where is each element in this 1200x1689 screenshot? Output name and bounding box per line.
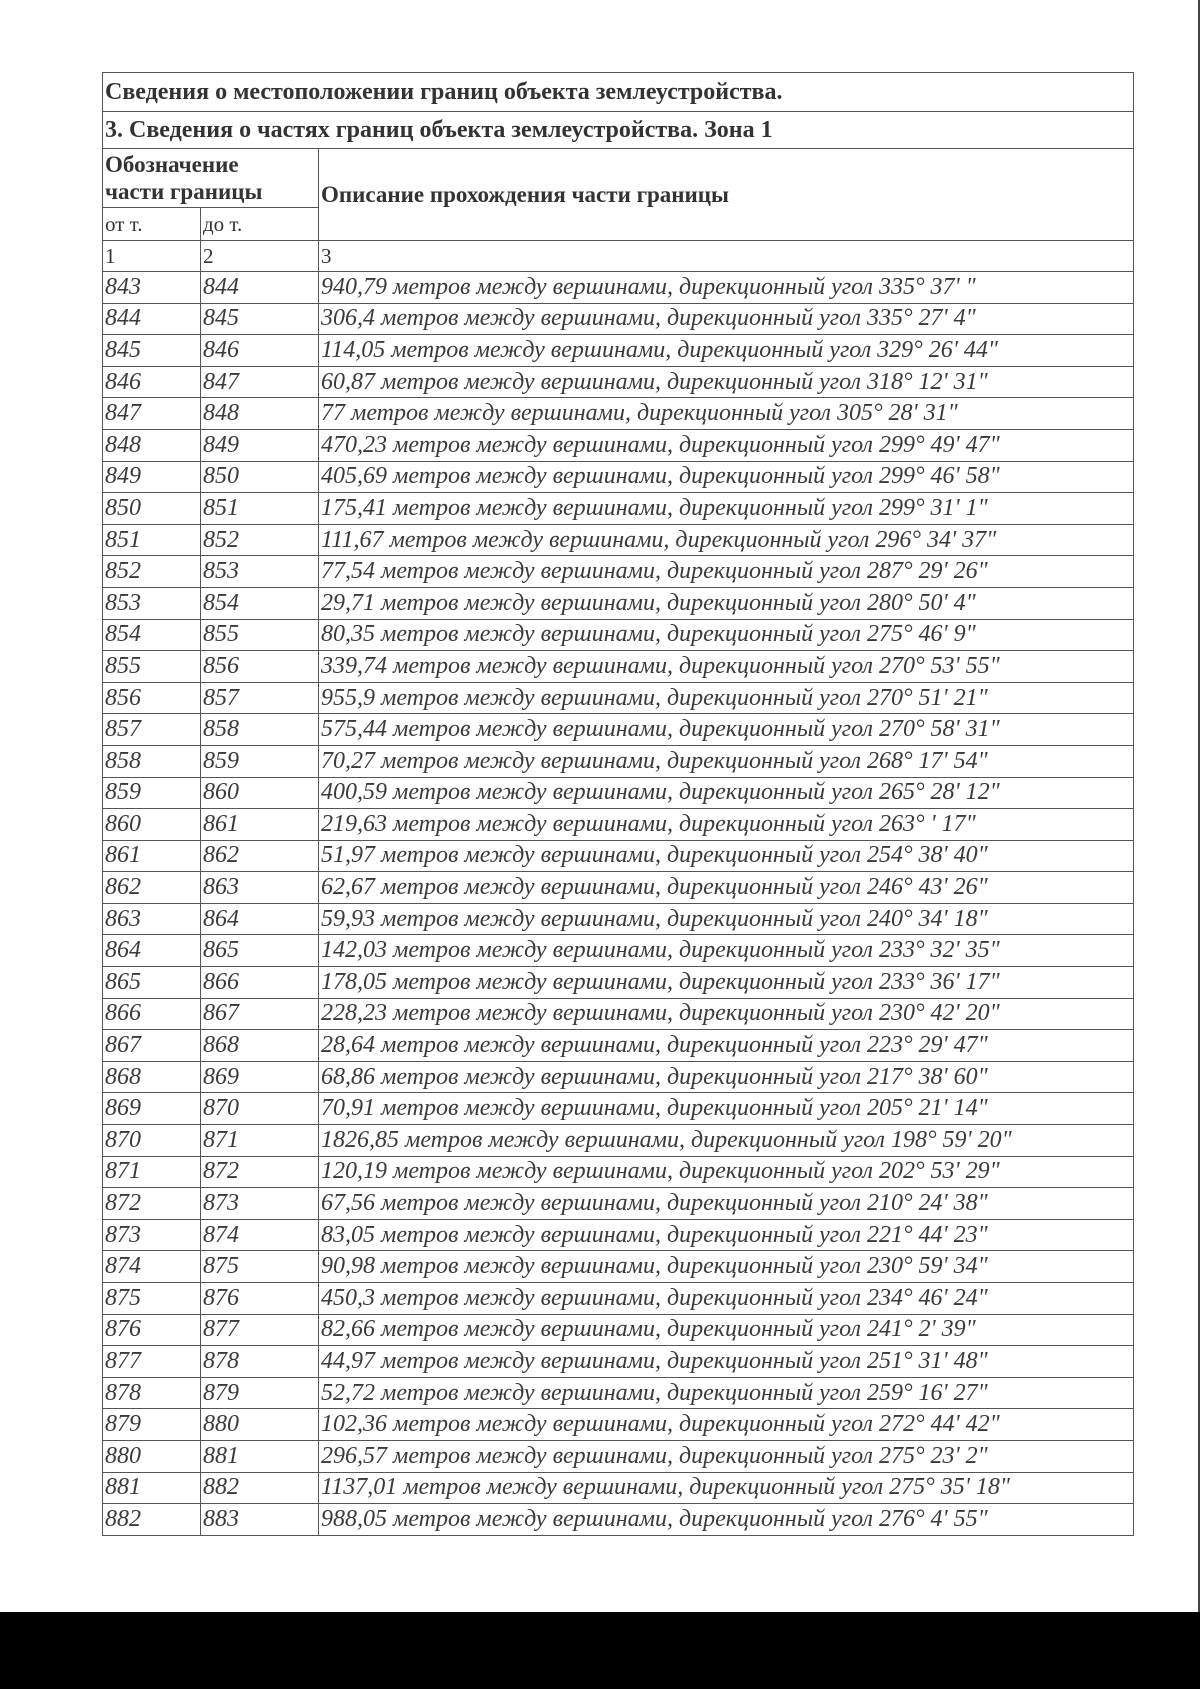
table-row	[103, 429, 1134, 461]
table-row	[103, 872, 1134, 904]
description-cell: 68,86 метров между вершинами, дирекционный угол 217° 38' 60"	[319, 1061, 1134, 1093]
to-point-cell: 871	[201, 1125, 319, 1157]
table-row	[103, 1030, 1134, 1062]
table-row	[103, 1504, 1134, 1536]
table-row	[103, 998, 1134, 1030]
to-point-cell: 860	[201, 777, 319, 809]
description-header: Описание прохождения части границы	[319, 149, 1134, 241]
column-number-1: 1	[103, 241, 201, 272]
to-point-cell: 882	[201, 1472, 319, 1504]
from-point-cell: 871	[103, 1156, 201, 1188]
description-cell: 102,36 метров между вершинами, дирекционный угол 272° 44' 42"	[319, 1409, 1134, 1441]
description-cell: 59,93 метров между вершинами, дирекционный угол 240° 34' 18"	[319, 903, 1134, 935]
table-row	[103, 935, 1134, 967]
from-point-cell: 868	[103, 1061, 201, 1093]
from-point-cell: 847	[103, 398, 201, 430]
description-cell: 67,56 метров между вершинами, дирекционный угол 210° 24' 38"	[319, 1188, 1134, 1220]
description-cell: 450,3 метров между вершинами, дирекционный угол 234° 46' 24"	[319, 1283, 1134, 1315]
designation-header-line1: Обозначение	[105, 152, 239, 177]
description-cell: 400,59 метров между вершинами, дирекционный угол 265° 28' 12"	[319, 777, 1134, 809]
description-cell: 175,41 метров между вершинами, дирекционный угол 299° 31' 1"	[319, 493, 1134, 525]
from-point-cell: 878	[103, 1377, 201, 1409]
from-point-cell: 862	[103, 872, 201, 904]
table-row	[103, 619, 1134, 651]
table-row	[103, 1093, 1134, 1125]
description-cell: 70,27 метров между вершинами, дирекционный угол 268° 17' 54"	[319, 745, 1134, 777]
description-cell: 1826,85 метров между вершинами, дирекционный угол 198° 59' 20"	[319, 1125, 1134, 1157]
from-point-cell: 877	[103, 1346, 201, 1378]
from-point-cell: 872	[103, 1188, 201, 1220]
to-point-cell: 854	[201, 587, 319, 619]
section-title: 3. Сведения о частях границ объекта землеустройства. Зона 1	[103, 112, 1134, 149]
designation-header-line2: части границы	[105, 179, 263, 204]
table-row	[103, 303, 1134, 335]
to-point-cell: 877	[201, 1314, 319, 1346]
from-point-cell: 869	[103, 1093, 201, 1125]
description-cell: 306,4 метров между вершинами, дирекционный угол 335° 27' 4"	[319, 303, 1134, 335]
description-cell: 339,74 метров между вершинами, дирекционный угол 270° 53' 55"	[319, 651, 1134, 683]
from-point-cell: 856	[103, 682, 201, 714]
from-point-cell: 852	[103, 556, 201, 588]
from-point-cell: 865	[103, 967, 201, 999]
description-cell: 142,03 метров между вершинами, дирекционный угол 233° 32' 35"	[319, 935, 1134, 967]
table-row	[103, 272, 1134, 304]
from-point-cell: 857	[103, 714, 201, 746]
to-point-cell: 861	[201, 809, 319, 841]
to-point-cell: 845	[201, 303, 319, 335]
boundary-parts-table	[102, 72, 1134, 1536]
description-cell: 111,67 метров между вершинами, дирекционный угол 296° 34' 37"	[319, 524, 1134, 556]
to-point-cell: 856	[201, 651, 319, 683]
from-point-cell: 846	[103, 366, 201, 398]
to-point-cell: 863	[201, 872, 319, 904]
from-point-cell: 849	[103, 461, 201, 493]
table-row	[103, 967, 1134, 999]
to-point-cell: 844	[201, 272, 319, 304]
to-point-cell: 873	[201, 1188, 319, 1220]
description-cell: 114,05 метров между вершинами, дирекционный угол 329° 26' 44"	[319, 335, 1134, 367]
description-cell: 470,23 метров между вершинами, дирекционный угол 299° 49' 47"	[319, 429, 1134, 461]
table-row	[103, 1219, 1134, 1251]
table-row	[103, 1283, 1134, 1315]
from-point-cell: 867	[103, 1030, 201, 1062]
description-cell: 82,66 метров между вершинами, дирекционный угол 241° 2' 39"	[319, 1314, 1134, 1346]
description-cell: 77 метров между вершинами, дирекционный угол 305° 28' 31"	[319, 398, 1134, 430]
table-row	[103, 1251, 1134, 1283]
description-cell: 44,97 метров между вершинами, дирекционный угол 251° 31' 48"	[319, 1346, 1134, 1378]
to-point-cell: 869	[201, 1061, 319, 1093]
description-cell: 83,05 метров между вершинами, дирекционный угол 221° 44' 23"	[319, 1219, 1134, 1251]
description-cell: 70,91 метров между вершинами, дирекционный угол 205° 21' 14"	[319, 1093, 1134, 1125]
from-point-cell: 866	[103, 998, 201, 1030]
to-point-cell: 857	[201, 682, 319, 714]
table-row	[103, 651, 1134, 683]
from-point-cell: 844	[103, 303, 201, 335]
from-point-cell: 875	[103, 1283, 201, 1315]
table-row	[103, 1377, 1134, 1409]
to-point-cell: 879	[201, 1377, 319, 1409]
description-cell: 62,67 метров между вершинами, дирекционный угол 246° 43' 26"	[319, 872, 1134, 904]
description-cell: 120,19 метров между вершинами, дирекционный угол 202° 53' 29"	[319, 1156, 1134, 1188]
table-row	[103, 682, 1134, 714]
from-point-cell: 882	[103, 1504, 201, 1536]
designation-header	[103, 149, 319, 208]
from-point-cell: 860	[103, 809, 201, 841]
column-number-3: 3	[319, 241, 1134, 272]
scan-bottom-border	[0, 1612, 1200, 1689]
from-point-cell: 880	[103, 1440, 201, 1472]
description-cell: 29,71 метров между вершинами, дирекционный угол 280° 50' 4"	[319, 587, 1134, 619]
from-point-cell: 853	[103, 587, 201, 619]
table-row	[103, 714, 1134, 746]
to-point-cell: 846	[201, 335, 319, 367]
to-point-cell: 878	[201, 1346, 319, 1378]
table-row	[103, 840, 1134, 872]
description-cell: 405,69 метров между вершинами, дирекционный угол 299° 46' 58"	[319, 461, 1134, 493]
from-point-cell: 863	[103, 903, 201, 935]
to-point-cell: 850	[201, 461, 319, 493]
from-point-cell: 881	[103, 1472, 201, 1504]
table-row	[103, 903, 1134, 935]
table-row	[103, 366, 1134, 398]
from-point-cell: 876	[103, 1314, 201, 1346]
to-point-cell: 874	[201, 1219, 319, 1251]
from-point-cell: 854	[103, 619, 201, 651]
to-point-cell: 865	[201, 935, 319, 967]
to-point-cell: 880	[201, 1409, 319, 1441]
to-point-cell: 848	[201, 398, 319, 430]
from-point-cell: 873	[103, 1219, 201, 1251]
to-point-cell: 855	[201, 619, 319, 651]
description-cell: 60,87 метров между вершинами, дирекционный угол 318° 12' 31"	[319, 366, 1134, 398]
table-row	[103, 1409, 1134, 1441]
table-row	[103, 493, 1134, 525]
to-point-cell: 875	[201, 1251, 319, 1283]
table-row	[103, 335, 1134, 367]
to-point-cell: 859	[201, 745, 319, 777]
from-point-cell: 859	[103, 777, 201, 809]
from-point-header: от т.	[103, 208, 201, 241]
table-row	[103, 1472, 1134, 1504]
description-cell: 28,64 метров между вершинами, дирекционный угол 223° 29' 47"	[319, 1030, 1134, 1062]
description-cell: 988,05 метров между вершинами, дирекционный угол 276° 4' 55"	[319, 1504, 1134, 1536]
table-row	[103, 1125, 1134, 1157]
description-cell: 228,23 метров между вершинами, дирекционный угол 230° 42' 20"	[319, 998, 1134, 1030]
from-point-cell: 850	[103, 493, 201, 525]
from-point-cell: 858	[103, 745, 201, 777]
table-row	[103, 461, 1134, 493]
to-point-header: до т.	[201, 208, 319, 241]
table-row	[103, 809, 1134, 841]
table-row	[103, 777, 1134, 809]
to-point-cell: 870	[201, 1093, 319, 1125]
to-point-cell: 852	[201, 524, 319, 556]
from-point-cell: 855	[103, 651, 201, 683]
from-point-cell: 843	[103, 272, 201, 304]
column-number-2: 2	[201, 241, 319, 272]
description-cell: 90,98 метров между вершинами, дирекционный угол 230° 59' 34"	[319, 1251, 1134, 1283]
description-cell: 575,44 метров между вершинами, дирекционный угол 270° 58' 31"	[319, 714, 1134, 746]
to-point-cell: 849	[201, 429, 319, 461]
description-cell: 940,79 метров между вершинами, дирекционный угол 335° 37' "	[319, 272, 1134, 304]
from-point-cell: 874	[103, 1251, 201, 1283]
description-cell: 178,05 метров между вершинами, дирекционный угол 233° 36' 17"	[319, 967, 1134, 999]
description-cell: 219,63 метров между вершинами, дирекционный угол 263° ' 17"	[319, 809, 1134, 841]
to-point-cell: 876	[201, 1283, 319, 1315]
to-point-cell: 868	[201, 1030, 319, 1062]
from-point-cell: 861	[103, 840, 201, 872]
description-cell: 52,72 метров между вершинами, дирекционный угол 259° 16' 27"	[319, 1377, 1134, 1409]
description-cell: 77,54 метров между вершинами, дирекционный угол 287° 29' 26"	[319, 556, 1134, 588]
to-point-cell: 862	[201, 840, 319, 872]
from-point-cell: 879	[103, 1409, 201, 1441]
to-point-cell: 864	[201, 903, 319, 935]
to-point-cell: 858	[201, 714, 319, 746]
description-cell: 955,9 метров между вершинами, дирекционный угол 270° 51' 21"	[319, 682, 1134, 714]
to-point-cell: 866	[201, 967, 319, 999]
table-row	[103, 524, 1134, 556]
description-cell: 51,97 метров между вершинами, дирекционный угол 254° 38' 40"	[319, 840, 1134, 872]
table-row	[103, 1156, 1134, 1188]
to-point-cell: 851	[201, 493, 319, 525]
table-row	[103, 1346, 1134, 1378]
from-point-cell: 851	[103, 524, 201, 556]
table-row	[103, 745, 1134, 777]
table-row	[103, 1314, 1134, 1346]
from-point-cell: 870	[103, 1125, 201, 1157]
description-cell: 296,57 метров между вершинами, дирекционный угол 275° 23' 2"	[319, 1440, 1134, 1472]
to-point-cell: 872	[201, 1156, 319, 1188]
table-row	[103, 398, 1134, 430]
from-point-cell: 845	[103, 335, 201, 367]
to-point-cell: 847	[201, 366, 319, 398]
document-title: Сведения о местоположении границ объекта землеустройства.	[103, 73, 1134, 112]
table-row	[103, 556, 1134, 588]
to-point-cell: 867	[201, 998, 319, 1030]
from-point-cell: 848	[103, 429, 201, 461]
description-cell: 1137,01 метров между вершинами, дирекционный угол 275° 35' 18"	[319, 1472, 1134, 1504]
table-row	[103, 1188, 1134, 1220]
to-point-cell: 881	[201, 1440, 319, 1472]
to-point-cell: 853	[201, 556, 319, 588]
table-row	[103, 1061, 1134, 1093]
table-row	[103, 587, 1134, 619]
table-row	[103, 1440, 1134, 1472]
from-point-cell: 864	[103, 935, 201, 967]
to-point-cell: 883	[201, 1504, 319, 1536]
description-cell: 80,35 метров между вершинами, дирекционный угол 275° 46' 9"	[319, 619, 1134, 651]
